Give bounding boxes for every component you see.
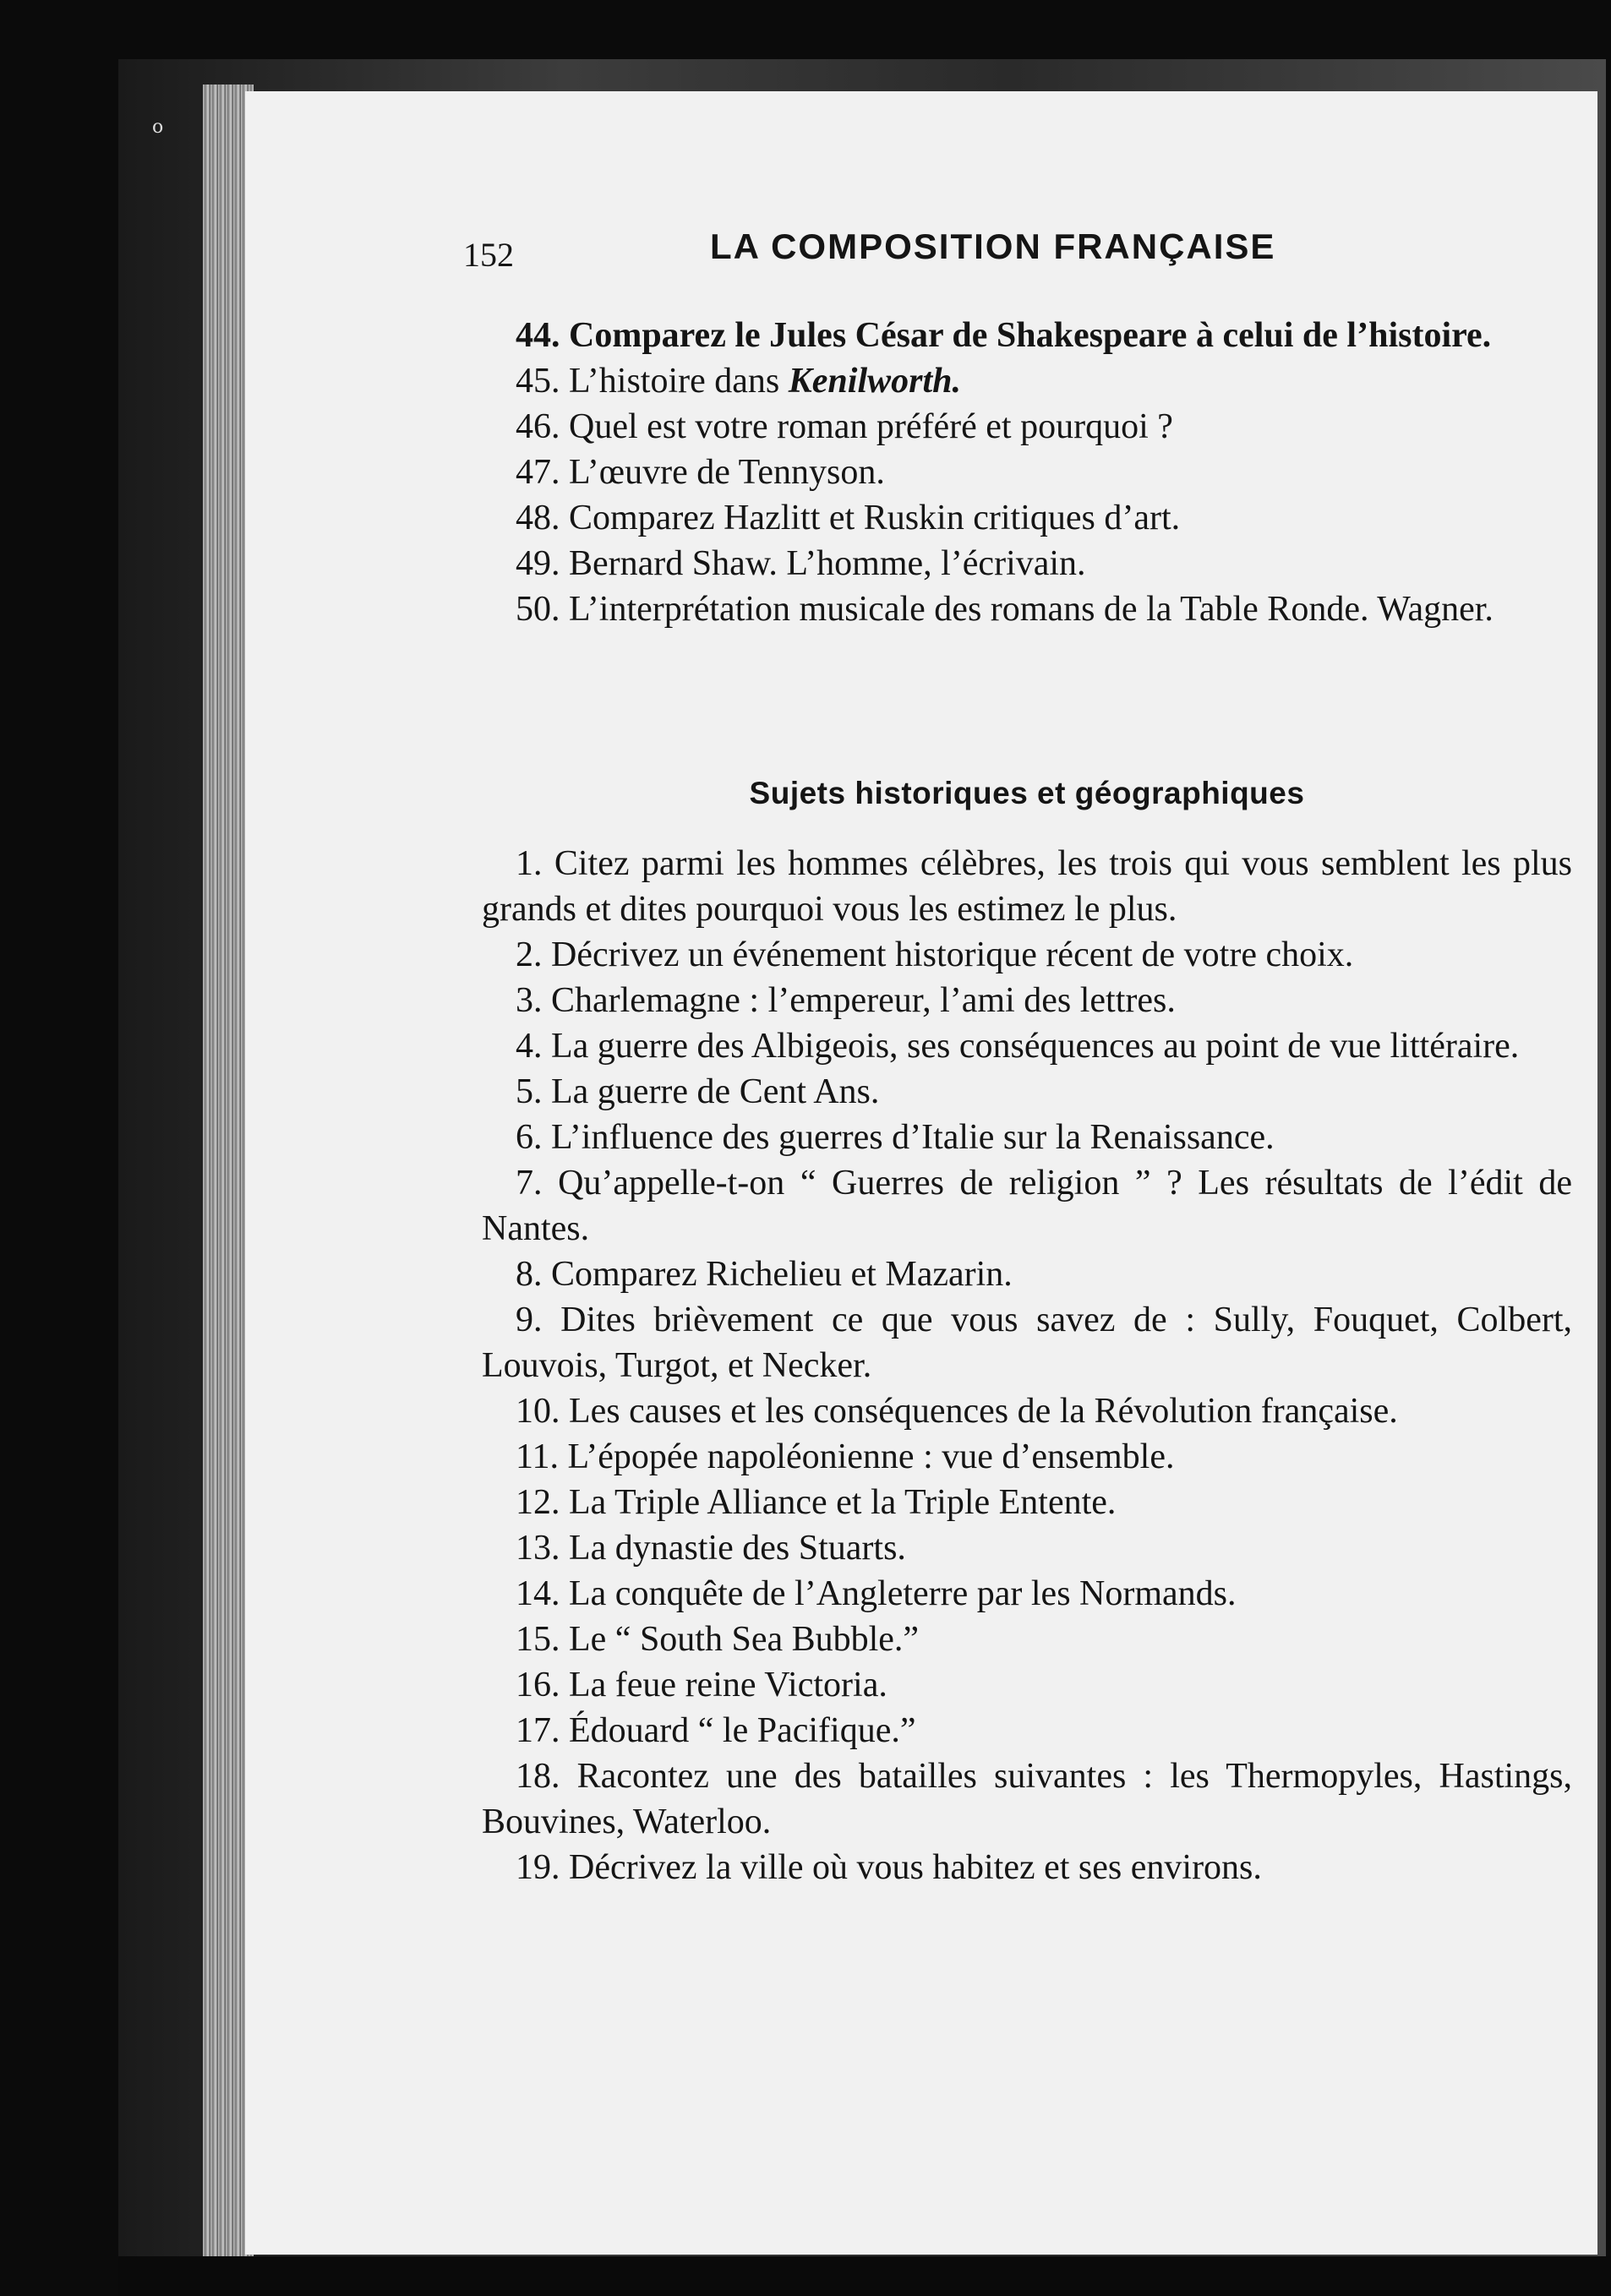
running-title: LA COMPOSITION FRANÇAISE <box>710 226 1276 266</box>
list-item: 16. La feue reine Victoria. <box>516 1666 887 1704</box>
section-heading: Sujets historiques et géographiques <box>749 776 1305 810</box>
list-item: 17. Édouard “ le Pacifique.” <box>516 1711 916 1750</box>
list-item: 50. L’interprétation musicale des romans de la Table Ronde. Wagner. <box>516 590 1494 629</box>
bottom-shadow <box>118 2256 1611 2296</box>
list-item: 5. La guerre de Cent Ans. <box>516 1072 880 1111</box>
list-item: 12. La Triple Alliance et la Triple Entente. <box>516 1483 1117 1522</box>
list-item: 46. Quel est votre roman préféré et pourquoi ? <box>516 407 1173 446</box>
list-item: 18. Racontez une des batailles suivantes : les Thermopyles, Hastings, Bouvines, Waterloo. <box>482 1757 1573 1841</box>
historical-subjects-list <box>482 841 1572 1890</box>
list-item: 6. L’influence des guerres d’Italie sur la Renaissance. <box>516 1118 1275 1157</box>
list-item: 1. Citez parmi les hommes célèbres, les trois qui vous semblent les plus grands et dites pourquoi vous les estimez le plus. <box>482 844 1573 929</box>
book-title: Kenilworth. <box>788 362 962 401</box>
list-item: 48. Comparez Hazlitt et Ruskin critiques d’art. <box>516 499 1181 537</box>
list-item: 7. Qu’appelle-t-on “ Guerres de religion ” ? Les résultats de l’édit de Nantes. <box>482 1164 1573 1248</box>
list-item: 44. Comparez le Jules César de Shakespeare à celui de l’histoire. <box>516 316 1492 355</box>
list-item: 4. La guerre des Albigeois, ses conséquences au point de vue littéraire. <box>516 1027 1520 1066</box>
literary-subjects-list <box>482 313 1572 632</box>
list-item: 45. L’histoire dans Kenilworth. <box>516 362 962 401</box>
list-item: 3. Charlemagne : l’empereur, l’ami des lettres. <box>516 981 1176 1020</box>
margin-mark: o <box>152 117 164 138</box>
list-item: 2. Décrivez un événement historique récent de votre choix. <box>516 935 1354 974</box>
list-item: 8. Comparez Richelieu et Mazarin. <box>516 1255 1013 1294</box>
list-item: 47. L’œuvre de Tennyson. <box>516 453 885 492</box>
page-header <box>463 226 1587 277</box>
list-item: 49. Bernard Shaw. L’homme, l’écrivain. <box>516 544 1086 583</box>
list-item: 10. Les causes et les conséquences de la Révolution française. <box>516 1392 1398 1431</box>
list-item: 14. La conquête de l’Angleterre par les Normands. <box>516 1574 1237 1613</box>
list-item: 11. L’épopée napoléonienne : vue d’ensemble. <box>516 1437 1175 1476</box>
list-item: 13. La dynastie des Stuarts. <box>516 1529 906 1568</box>
list-item: 9. Dites brièvement ce que vous savez de : Sully, Fouquet, Colbert, Louvois, Turgot, et Necker. <box>482 1301 1573 1385</box>
page-number: 152 <box>463 236 514 274</box>
list-item: 19. Décrivez la ville où vous habitez et ses environs. <box>516 1848 1262 1887</box>
list-item: 15. Le “ South Sea Bubble.” <box>516 1620 920 1659</box>
